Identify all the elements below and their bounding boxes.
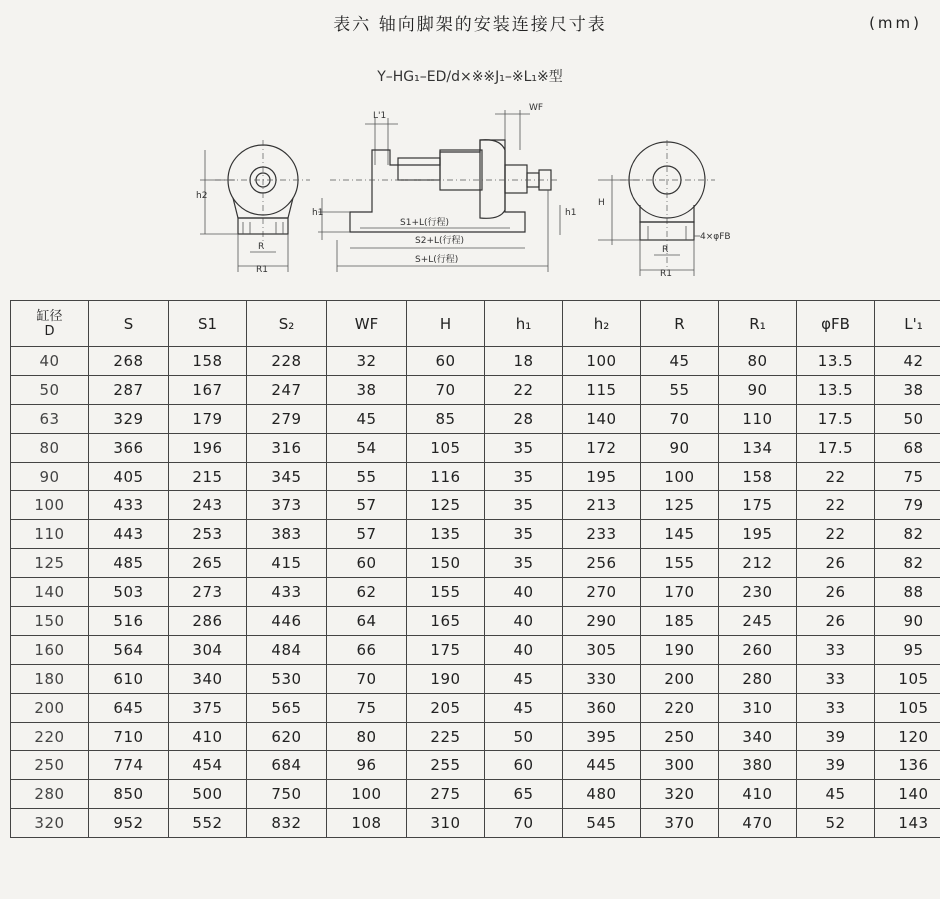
cell-l1: 140 [875,780,940,809]
technical-drawing [0,0,940,300]
cell-fb: 26 [797,549,875,578]
cell-l1: 38 [875,375,940,404]
cell-s1: 265 [169,549,247,578]
cell-bore: 125 [11,549,89,578]
cell-l1: 75 [875,462,940,491]
cell-bore: 200 [11,693,89,722]
cell-s: 516 [89,607,169,636]
cell-s2: 373 [247,491,327,520]
table-row [11,722,940,751]
cell-s: 774 [89,751,169,780]
cell-wf: 57 [327,491,407,520]
cell-fb: 17.5 [797,404,875,433]
cell-h1: 50 [485,722,563,751]
cell-h1: 35 [485,433,563,462]
cell-h2: 270 [563,578,641,607]
cell-r1: 340 [719,722,797,751]
table-row [11,693,940,722]
header-h1: h₁ [485,301,563,347]
cell-s2: 832 [247,809,327,838]
model-code: Y–HG₁–ED/d×※※J₁–※L₁※型 [377,69,563,85]
table-row [11,404,940,433]
cell-h: 275 [407,780,485,809]
cell-s: 645 [89,693,169,722]
cell-wf: 66 [327,635,407,664]
header-s: S [89,301,169,347]
cell-s: 710 [89,722,169,751]
cell-h: 105 [407,433,485,462]
cell-r: 155 [641,549,719,578]
cell-r: 190 [641,635,719,664]
cell-s: 850 [89,780,169,809]
left-end-view [196,140,310,275]
cell-wf: 54 [327,433,407,462]
cell-s: 610 [89,664,169,693]
table-row [11,520,940,549]
cell-s2: 415 [247,549,327,578]
cell-r1: 260 [719,635,797,664]
cell-s2: 620 [247,722,327,751]
cell-h1: 40 [485,607,563,636]
cell-wf: 64 [327,607,407,636]
label-s1l: S1+L(行程) [400,218,450,228]
cell-bore: 50 [11,375,89,404]
cell-s1: 215 [169,462,247,491]
dimension-table [10,300,940,838]
cell-bore: 160 [11,635,89,664]
cell-h: 150 [407,549,485,578]
cell-fb: 22 [797,491,875,520]
cell-l1: 42 [875,347,940,376]
cell-bore: 100 [11,491,89,520]
cell-s2: 750 [247,780,327,809]
label-s2l: S2+L(行程) [415,236,465,246]
cell-s1: 253 [169,520,247,549]
cell-s2: 345 [247,462,327,491]
cell-s2: 530 [247,664,327,693]
cell-r: 320 [641,780,719,809]
cell-h1: 60 [485,751,563,780]
cell-s: 268 [89,347,169,376]
cell-bore: 280 [11,780,89,809]
cell-h2: 233 [563,520,641,549]
cell-fb: 39 [797,722,875,751]
cell-fb: 13.5 [797,375,875,404]
cell-l1: 88 [875,578,940,607]
cell-wf: 75 [327,693,407,722]
header-fb: φFB [797,301,875,347]
cell-s2: 446 [247,607,327,636]
cell-h2: 115 [563,375,641,404]
cell-h2: 213 [563,491,641,520]
cell-s: 564 [89,635,169,664]
cell-s2: 565 [247,693,327,722]
cell-fb: 22 [797,520,875,549]
header-d-label: D [44,323,55,339]
table-row [11,375,940,404]
cell-h1: 40 [485,578,563,607]
header-h2: h₂ [563,301,641,347]
cell-r1: 90 [719,375,797,404]
cell-h1: 28 [485,404,563,433]
cell-r1: 175 [719,491,797,520]
table-row [11,607,940,636]
cell-fb: 26 [797,578,875,607]
cell-wf: 55 [327,462,407,491]
cell-bore: 250 [11,751,89,780]
cell-r: 90 [641,433,719,462]
label-h2: h2 [196,191,208,201]
cell-h2: 100 [563,347,641,376]
cell-fb: 39 [797,751,875,780]
table-row [11,433,940,462]
cell-l1: 68 [875,433,940,462]
cell-s1: 179 [169,404,247,433]
cell-r: 185 [641,607,719,636]
cell-h2: 140 [563,404,641,433]
cell-s1: 410 [169,722,247,751]
cell-s1: 340 [169,664,247,693]
cell-r1: 134 [719,433,797,462]
label-sl: S+L(行程) [415,255,459,265]
cell-wf: 80 [327,722,407,751]
cell-h1: 35 [485,462,563,491]
cell-h1: 65 [485,780,563,809]
cell-s1: 375 [169,693,247,722]
cell-r: 70 [641,404,719,433]
label-wf: WF [529,103,544,113]
header-s2: S₂ [247,301,327,347]
cell-fb: 26 [797,607,875,636]
cell-s2: 316 [247,433,327,462]
cell-r1: 280 [719,664,797,693]
cell-s2: 228 [247,347,327,376]
header-bore-label: 缸径 [36,308,63,324]
cell-bore: 80 [11,433,89,462]
header-bore [11,301,89,347]
cell-wf: 100 [327,780,407,809]
cell-wf: 60 [327,549,407,578]
cell-s1: 500 [169,780,247,809]
cell-r1: 195 [719,520,797,549]
table-row [11,664,940,693]
cell-r1: 310 [719,693,797,722]
cell-h2: 256 [563,549,641,578]
cell-fb: 22 [797,462,875,491]
header-s1: S1 [169,301,247,347]
table-row [11,462,940,491]
table-row [11,578,940,607]
cell-s2: 279 [247,404,327,433]
cell-s: 485 [89,549,169,578]
cell-wf: 45 [327,404,407,433]
cell-s1: 243 [169,491,247,520]
cell-h: 116 [407,462,485,491]
cell-h1: 40 [485,635,563,664]
cell-wf: 57 [327,520,407,549]
cell-s: 443 [89,520,169,549]
cell-r1: 245 [719,607,797,636]
cell-wf: 96 [327,751,407,780]
header-row [11,301,940,347]
cell-h2: 545 [563,809,641,838]
header-r1: R₁ [719,301,797,347]
table-row [11,347,940,376]
label-r-right: R [662,245,669,255]
cell-l1: 120 [875,722,940,751]
cell-h2: 395 [563,722,641,751]
cell-h: 205 [407,693,485,722]
cell-h: 135 [407,520,485,549]
label-h1-right: h1 [565,208,577,218]
cell-r: 145 [641,520,719,549]
cell-h: 190 [407,664,485,693]
cell-s1: 196 [169,433,247,462]
cell-h1: 35 [485,491,563,520]
cell-bore: 150 [11,607,89,636]
cell-h1: 18 [485,347,563,376]
cell-r: 45 [641,347,719,376]
header-wf: WF [327,301,407,347]
cell-h1: 35 [485,520,563,549]
cell-h2: 360 [563,693,641,722]
cell-r1: 110 [719,404,797,433]
cell-h: 155 [407,578,485,607]
cell-r: 220 [641,693,719,722]
label-r1-right: R1 [660,269,672,279]
cell-r: 300 [641,751,719,780]
cell-fb: 33 [797,693,875,722]
cell-h: 85 [407,404,485,433]
cell-bore: 320 [11,809,89,838]
header-l1: L'₁ [875,301,940,347]
cell-h: 175 [407,635,485,664]
cell-h2: 480 [563,780,641,809]
cell-r1: 230 [719,578,797,607]
cell-wf: 108 [327,809,407,838]
table-row [11,780,940,809]
cell-wf: 38 [327,375,407,404]
cell-fb: 33 [797,635,875,664]
cell-h: 165 [407,607,485,636]
cell-r1: 470 [719,809,797,838]
cell-l1: 50 [875,404,940,433]
cell-r1: 380 [719,751,797,780]
cell-r1: 212 [719,549,797,578]
cell-s1: 273 [169,578,247,607]
cell-r: 200 [641,664,719,693]
cell-h2: 172 [563,433,641,462]
cell-h2: 305 [563,635,641,664]
cell-h: 125 [407,491,485,520]
cell-r: 100 [641,462,719,491]
cell-s1: 286 [169,607,247,636]
table-row [11,751,940,780]
cell-h: 60 [407,347,485,376]
cell-l1: 82 [875,549,940,578]
cell-bore: 220 [11,722,89,751]
label-h1: h1 [312,208,324,218]
cell-r: 370 [641,809,719,838]
label-h: H [598,198,605,208]
cell-l1: 143 [875,809,940,838]
cell-h1: 70 [485,809,563,838]
cell-s2: 247 [247,375,327,404]
side-view [312,103,576,272]
cell-s: 329 [89,404,169,433]
cell-r1: 158 [719,462,797,491]
cell-fb: 33 [797,664,875,693]
cell-h: 70 [407,375,485,404]
label-r1: R1 [256,265,268,275]
cell-s2: 383 [247,520,327,549]
cell-r: 55 [641,375,719,404]
cell-h2: 445 [563,751,641,780]
header-r: R [641,301,719,347]
cell-r1: 80 [719,347,797,376]
cell-h: 255 [407,751,485,780]
cell-r: 250 [641,722,719,751]
cell-bore: 180 [11,664,89,693]
table-title: 表六 轴向脚架的安装连接尺寸表 [333,15,607,35]
header-h: H [407,301,485,347]
cell-bore: 140 [11,578,89,607]
cell-s2: 684 [247,751,327,780]
cell-s: 287 [89,375,169,404]
cell-l1: 90 [875,607,940,636]
cell-s: 952 [89,809,169,838]
cell-bore: 40 [11,347,89,376]
cell-l1: 105 [875,693,940,722]
cell-s1: 304 [169,635,247,664]
cell-s: 433 [89,491,169,520]
cell-h2: 330 [563,664,641,693]
cell-s1: 167 [169,375,247,404]
cell-s2: 433 [247,578,327,607]
cell-l1: 82 [875,520,940,549]
cell-s: 366 [89,433,169,462]
cell-fb: 52 [797,809,875,838]
table-row [11,635,940,664]
cell-h1: 45 [485,664,563,693]
cell-h: 310 [407,809,485,838]
cell-h2: 290 [563,607,641,636]
cell-l1: 79 [875,491,940,520]
cell-wf: 70 [327,664,407,693]
cell-s1: 454 [169,751,247,780]
cell-fb: 17.5 [797,433,875,462]
cell-h2: 195 [563,462,641,491]
cell-h: 225 [407,722,485,751]
cell-s2: 484 [247,635,327,664]
cell-bore: 90 [11,462,89,491]
label-l1: L'1 [373,111,387,121]
table-row [11,809,940,838]
table-row [11,491,940,520]
label-fb: 4×φFB [700,232,731,242]
cell-s: 405 [89,462,169,491]
cell-l1: 136 [875,751,940,780]
cell-wf: 32 [327,347,407,376]
cell-bore: 110 [11,520,89,549]
cell-h1: 35 [485,549,563,578]
cell-fb: 45 [797,780,875,809]
cell-l1: 95 [875,635,940,664]
cell-s1: 552 [169,809,247,838]
cell-bore: 63 [11,404,89,433]
unit-label: (mm) [869,14,922,32]
cell-s1: 158 [169,347,247,376]
cell-l1: 105 [875,664,940,693]
cell-r1: 410 [719,780,797,809]
cell-r: 170 [641,578,719,607]
cell-wf: 62 [327,578,407,607]
cell-h1: 45 [485,693,563,722]
cell-fb: 13.5 [797,347,875,376]
cell-r: 125 [641,491,719,520]
right-end-view [598,140,731,279]
label-r: R [258,242,265,252]
cell-s: 503 [89,578,169,607]
table-row [11,549,940,578]
cell-h1: 22 [485,375,563,404]
